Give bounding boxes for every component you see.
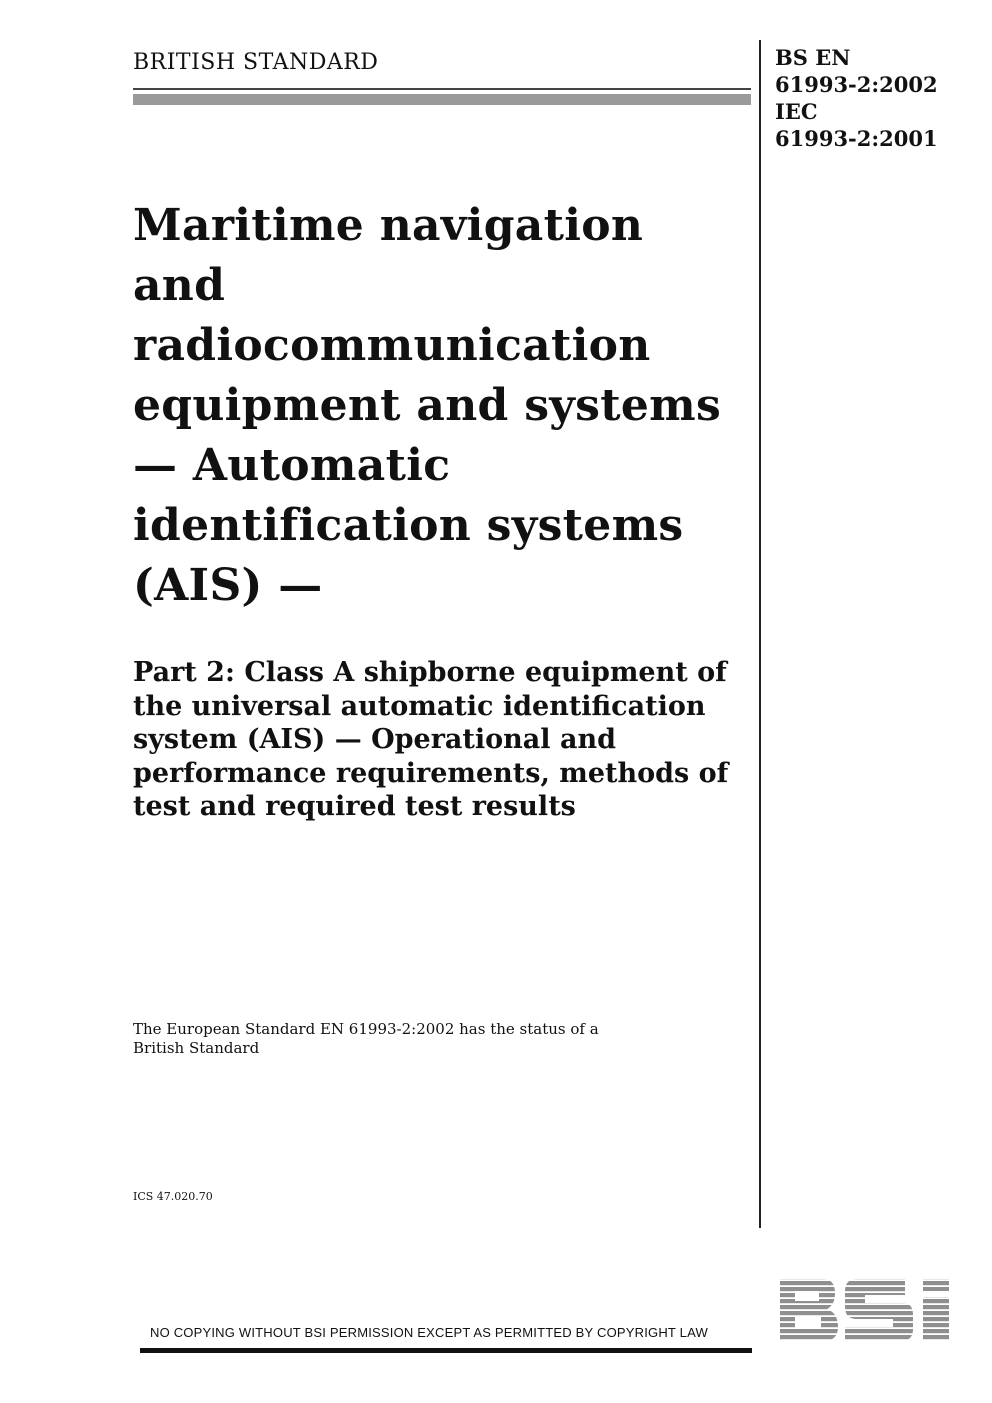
document-type-label: BRITISH STANDARD [133,50,379,75]
standard-number-line: 61993-2:2002 [775,72,938,97]
standard-numbers [775,44,938,152]
header-rule-thin [133,88,751,90]
standard-number-line: IEC [775,99,818,124]
bsi-logo [775,1275,955,1345]
copyright-notice: NO COPYING WITHOUT BSI PERMISSION EXCEPT AS PERMITTED BY COPYRIGHT LAW [150,1325,708,1340]
standard-number-line: 61993-2:2001 [775,126,938,151]
status-note: The European Standard EN 61993-2:2002 has the status of a British Standard [133,1020,599,1057]
document-title: Maritime navigation and radiocommunication equipment and systems — Automatic identification systems (AIS) — [133,200,722,611]
standard-number-line: BS EN [775,45,851,70]
column-divider [759,40,761,1228]
ics-code: ICS 47.020.70 [133,1190,213,1203]
header-rule-thick [133,94,751,105]
document-part-title: Part 2: Class A shipborne equipment of the universal automatic identification system (AIS) — Operational and performance requirements, methods of test and required test results [133,657,729,822]
footer-rule [140,1348,752,1353]
